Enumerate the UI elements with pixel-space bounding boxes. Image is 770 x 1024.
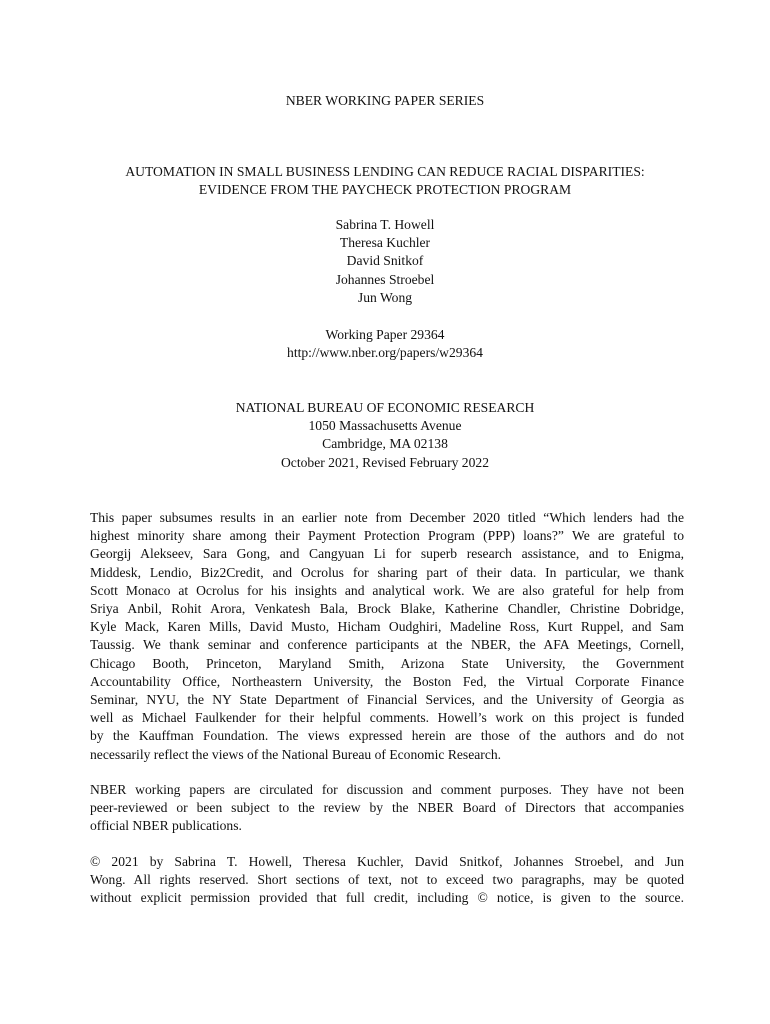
- title-line-1: AUTOMATION IN SMALL BUSINESS LENDING CAN REDUCE RACIAL DISPARITIES:: [125, 164, 645, 179]
- text-line: Chicago Booth, Princeton, Maryland Smith, Arizona State University, the Government: [90, 655, 684, 671]
- disclaimer-paragraph: [90, 781, 684, 836]
- institution-street: 1050 Massachusetts Avenue: [308, 418, 462, 434]
- paper-title: [0, 163, 770, 199]
- text-line: Kyle Mack, Karen Mills, David Musto, Hicham Oudghiri, Madeline Ross, Kurt Ruppel, and Sam: [90, 619, 684, 635]
- author-name: David Snitkof: [346, 253, 424, 269]
- text-line: Middesk, Lendio, Biz2Credit, and Ocrolus for sharing part of their data. In particular, we thank: [90, 564, 684, 580]
- text-line: without explicit permission provided that full credit, including © notice, is given to the source.: [90, 890, 684, 906]
- author-list: [0, 216, 770, 307]
- working-paper-info: [0, 326, 770, 362]
- series-label: NBER WORKING PAPER SERIES: [285, 93, 485, 108]
- acknowledgments-paragraph: [90, 509, 684, 764]
- text-line: Scott Monaco at Ocrolus for his insights and analytical work. We are also grateful for help from: [90, 582, 684, 598]
- text-line: © 2021 by Sabrina T. Howell, Theresa Kuchler, David Snitkof, Johannes Stroebel, and Jun: [90, 854, 684, 869]
- text-line: Wong. All rights reserved. Short sections of text, not to exceed two paragraphs, may be quoted: [90, 872, 684, 888]
- text-line: Accountability Office, Northeastern University, the Boston Fed, the Virtual Corporate Finance: [90, 673, 684, 689]
- text-line: Georgij Alekseev, Sara Gong, and Cangyuan Li for superb research assistance, and to Enigma,: [90, 546, 684, 562]
- text-line: This paper subsumes results in an earlier note from December 2020 titled “Which lenders had the: [90, 510, 684, 525]
- text-line: well as Michael Faulkender for their helpful comments. Howell’s work on this project is funded: [90, 710, 684, 726]
- author-name: Johannes Stroebel: [335, 271, 435, 287]
- institution-block: [0, 399, 770, 472]
- author-name: Sabrina T. Howell: [335, 217, 435, 232]
- title-line-2: EVIDENCE FROM THE PAYCHECK PROTECTION PROGRAM: [198, 182, 572, 198]
- copyright-paragraph: [90, 853, 684, 908]
- text-line: Sriya Anbil, Rohit Arora, Venkatesh Bala, Brock Blake, Katherine Chandler, Christine Dobridge,: [90, 601, 684, 617]
- text-line: Seminar, NYU, the NY State Department of Financial Services, and the University of Georgia as: [90, 692, 684, 708]
- text-line: Taussig. We thank seminar and conference participants at the NBER, the AFA Meetings, Cornell,: [90, 637, 684, 653]
- series-heading: [0, 92, 770, 110]
- text-line: necessarily reflect the views of the National Bureau of Economic Research.: [90, 746, 502, 762]
- author-name: Theresa Kuchler: [339, 235, 431, 251]
- institution-city: Cambridge, MA 02138: [322, 436, 448, 452]
- working-paper-number: Working Paper 29364: [325, 327, 445, 342]
- text-line: NBER working papers are circulated for discussion and comment purposes. They have not been: [90, 782, 684, 797]
- institution-name: NATIONAL BUREAU OF ECONOMIC RESEARCH: [235, 400, 535, 415]
- publication-date: October 2021, Revised February 2022: [280, 454, 489, 470]
- text-line: highest minority share among their Payment Protection Program (PPP) loans?” We are grateful to: [90, 528, 684, 544]
- working-paper-url[interactable]: http://www.nber.org/papers/w29364: [287, 345, 483, 361]
- text-line: by the Kauffman Foundation. The views expressed herein are those of the authors and do not: [90, 728, 684, 744]
- author-name: Jun Wong: [357, 289, 413, 305]
- text-line: official NBER publications.: [90, 818, 242, 834]
- text-line: peer-reviewed or been subject to the review by the NBER Board of Directors that accompanies: [90, 800, 684, 816]
